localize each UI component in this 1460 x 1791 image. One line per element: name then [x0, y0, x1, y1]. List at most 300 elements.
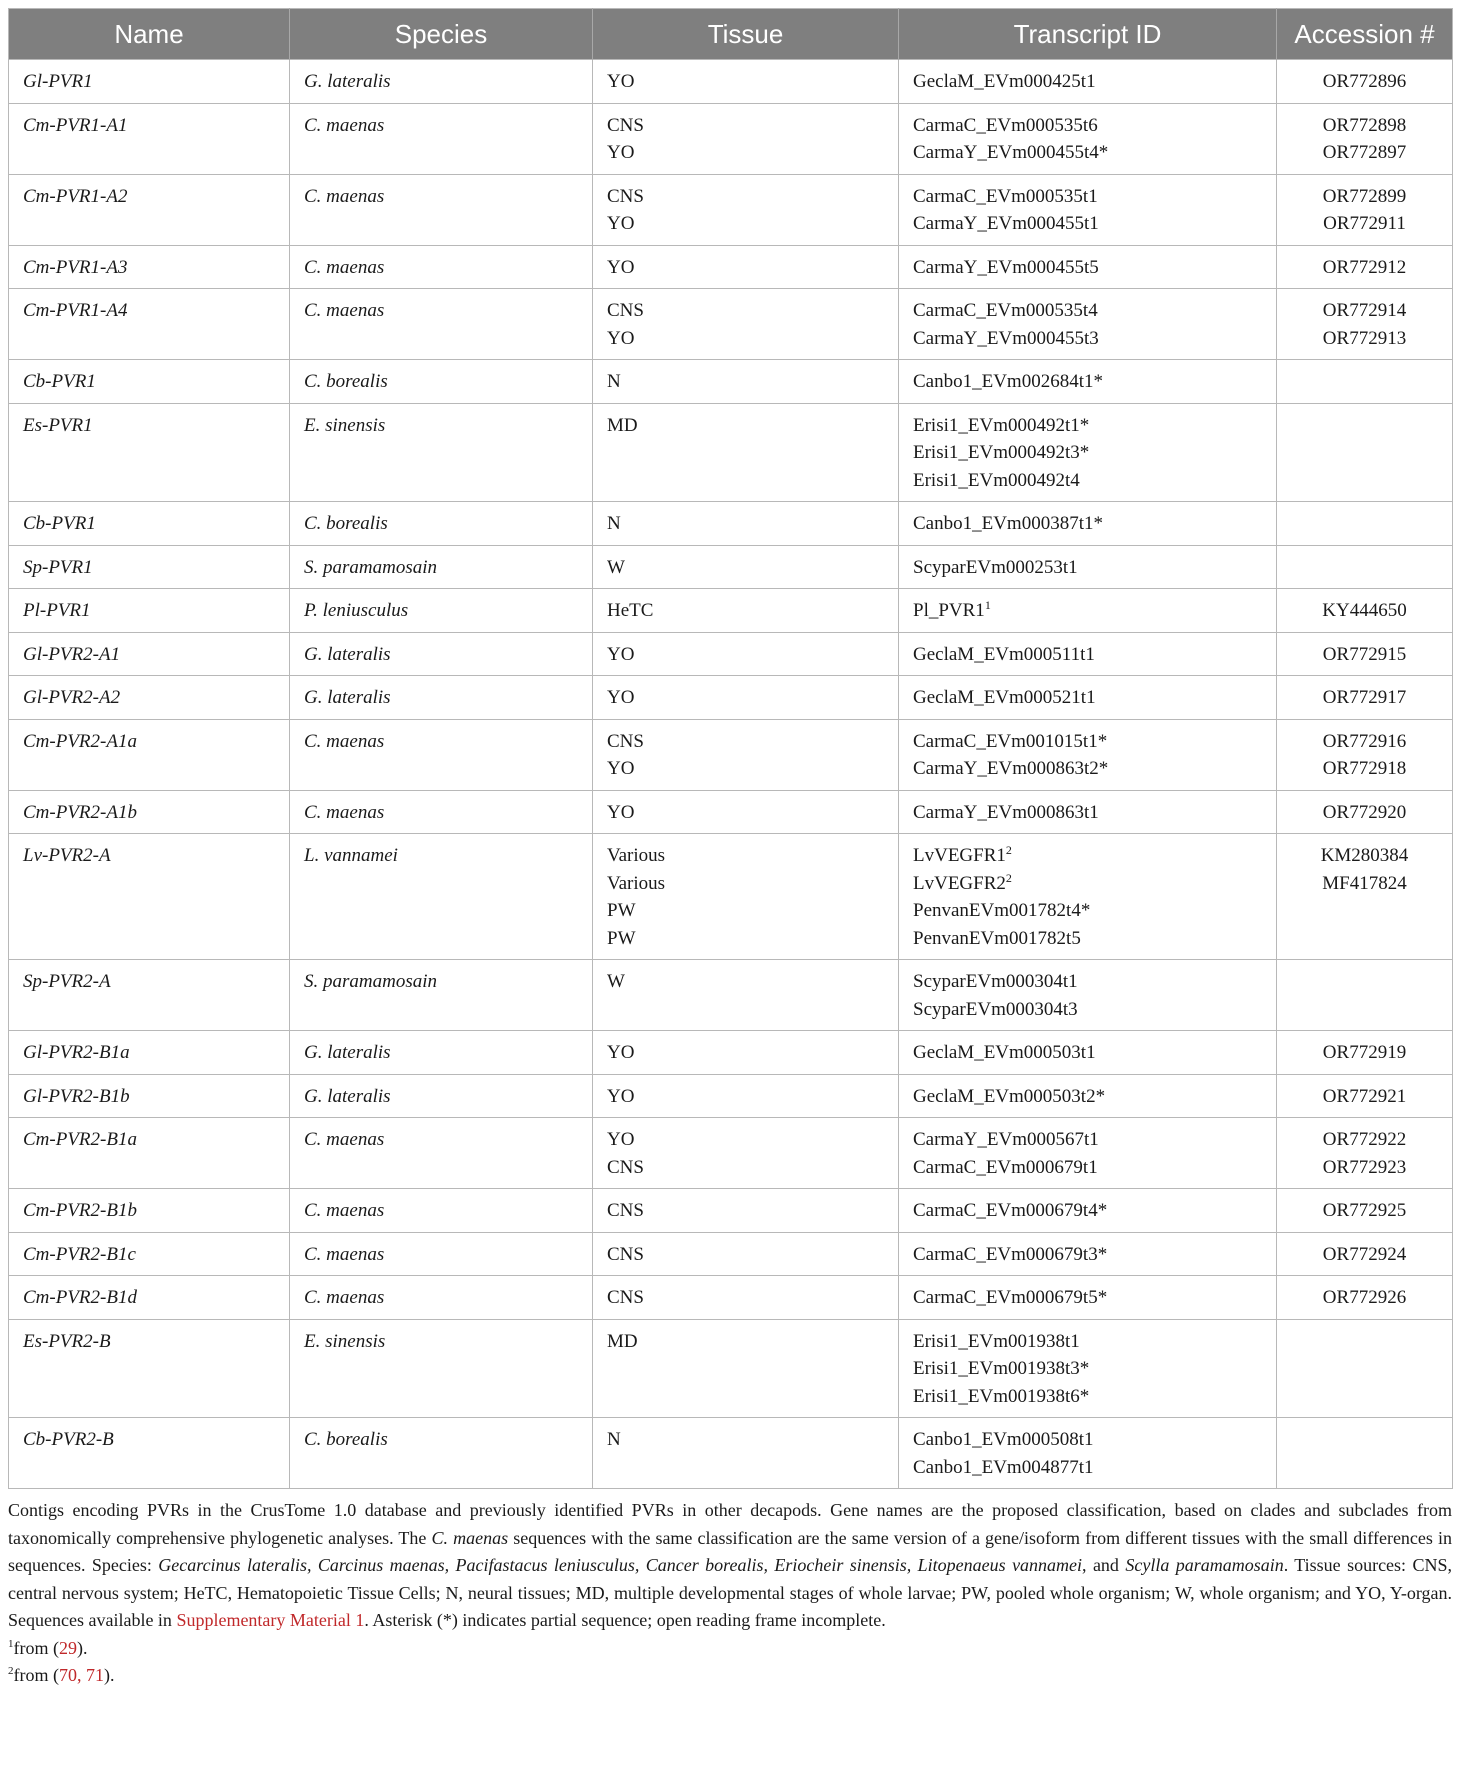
table-row	[9, 60, 1453, 104]
cell-tissue	[593, 174, 899, 245]
table-row	[9, 245, 1453, 289]
cell-species	[290, 1319, 593, 1418]
transcript-id-text: Erisi1_EVm000492t3*	[913, 442, 1090, 463]
species-name: C. maenas	[304, 1243, 385, 1265]
cell-accession	[1277, 360, 1453, 404]
gene-name: Es-PVR2-B	[23, 1330, 111, 1352]
cell-tissue	[593, 834, 899, 960]
cell-accession	[1277, 1319, 1453, 1418]
transcript-id-text: Erisi1_EVm000492t1*	[913, 414, 1090, 436]
transcript-id-text: ScyparEVm000253t1	[913, 556, 1078, 578]
species-name: G. lateralis	[304, 1085, 391, 1107]
cell-accession	[1277, 1118, 1453, 1189]
transcript-id-text: GeclaM_EVm000503t2*	[913, 1085, 1106, 1107]
table-row	[9, 545, 1453, 589]
cell-tissue	[593, 632, 899, 676]
table-row	[9, 360, 1453, 404]
accession-number: OR772917	[1322, 687, 1407, 708]
accession-number: OR772925	[1322, 1200, 1407, 1221]
transcript-id-text: CarmaC_EVm000535t6	[913, 114, 1098, 136]
species-name: C. borealis	[304, 1429, 388, 1450]
cell-transcript-id	[899, 502, 1277, 546]
cell-name	[9, 589, 290, 633]
gene-name: Gl-PVR2-B1b	[23, 1085, 130, 1107]
cell-tissue	[593, 1232, 899, 1276]
table-header	[9, 9, 1453, 60]
cell-accession	[1277, 1232, 1453, 1276]
species-name: C. maenas	[304, 256, 385, 278]
header-tissue: Tissue	[593, 9, 899, 60]
tissue-value: PW	[607, 900, 636, 921]
tissue-value: CNS	[607, 1287, 644, 1308]
cell-accession	[1277, 545, 1453, 589]
transcript-id-text: Pl_PVR1	[913, 600, 985, 621]
transcript-id-text: CarmaC_EVm000679t1	[913, 1156, 1098, 1178]
cell-transcript-id	[899, 790, 1277, 834]
cell-species	[290, 589, 593, 633]
cell-tissue	[593, 1418, 899, 1489]
transcript-id-text: CarmaC_EVm000679t3*	[913, 1243, 1108, 1265]
cell-tissue	[593, 960, 899, 1031]
table-row	[9, 1031, 1453, 1075]
transcript-id	[913, 1383, 1262, 1411]
tissue-value: YO	[607, 142, 635, 163]
accession-number: OR772919	[1322, 1042, 1407, 1063]
cell-tissue	[593, 545, 899, 589]
footnote	[8, 1662, 1452, 1690]
cell-species	[290, 1232, 593, 1276]
cell-transcript-id	[899, 174, 1277, 245]
transcript-id	[913, 728, 1262, 756]
cell-tissue	[593, 360, 899, 404]
gene-name: Cm-PVR2-A1b	[23, 801, 137, 823]
table-row	[9, 502, 1453, 546]
transcript-id	[913, 139, 1262, 167]
transcript-id-text: PenvanEVm001782t4*	[913, 900, 1091, 921]
cell-name	[9, 960, 290, 1031]
gene-name: Sp-PVR2-A	[23, 971, 111, 992]
transcript-id	[913, 1426, 1262, 1454]
transcript-id-text: PenvanEVm001782t5	[913, 927, 1081, 949]
caption-species-list: Gecarcinus lateralis, Carcinus maenas, Pacifastacus leniusculus, Cancer borealis, Eriocheir sinensis, Litopenaeus vannamei	[158, 1555, 1083, 1575]
accession-number: OR772923	[1322, 1156, 1407, 1178]
cell-tissue	[593, 245, 899, 289]
transcript-id	[913, 1454, 1262, 1482]
header-accession: Accession #	[1277, 9, 1453, 60]
species-name: E. sinensis	[304, 414, 386, 436]
footnote-prefix: from (	[13, 1665, 59, 1685]
cell-species	[290, 1418, 593, 1489]
cell-name	[9, 676, 290, 720]
table-row	[9, 1118, 1453, 1189]
species-name: G. lateralis	[304, 643, 391, 665]
cell-name	[9, 834, 290, 960]
transcript-id-text: GeclaM_EVm000425t1	[913, 71, 1096, 92]
transcript-id-text: Erisi1_EVm001938t1	[913, 1330, 1080, 1352]
cell-species	[290, 719, 593, 790]
transcript-id-text: CarmaY_EVm000863t2*	[913, 758, 1109, 779]
caption-text-4: . Tissue sources: CNS, central nervous system; HeTC, Hematopoietic Tissue Cells; N, neural tissues; MD, multiple developmental stages of whole larvae; PW, pooled whole organism; W, whole organism; and YO, Y-organ. Sequences available in	[8, 1555, 1452, 1630]
tissue-value: YO	[607, 71, 635, 92]
accession-number: KY444650	[1322, 600, 1407, 621]
cell-name	[9, 1031, 290, 1075]
gene-name: Gl-PVR1	[23, 71, 93, 92]
table-body	[9, 60, 1453, 1489]
transcript-id	[913, 368, 1262, 396]
species-name: C. maenas	[304, 300, 385, 321]
cell-transcript-id	[899, 1418, 1277, 1489]
transcript-id-text: CarmaY_EVm000455t1	[913, 213, 1099, 234]
table-row	[9, 103, 1453, 174]
transcript-id	[913, 467, 1262, 495]
transcript-id	[913, 870, 1262, 898]
species-name: C. maenas	[304, 1129, 385, 1150]
cell-species	[290, 676, 593, 720]
species-name: S. paramamosain	[304, 556, 438, 578]
species-name: G. lateralis	[304, 1042, 391, 1063]
accession-number: OR772920	[1322, 801, 1407, 823]
tissue-value: Various	[607, 845, 666, 866]
cell-name	[9, 1189, 290, 1233]
cell-transcript-id	[899, 545, 1277, 589]
gene-name: Gl-PVR2-A2	[23, 687, 121, 708]
tissue-value: YO	[607, 327, 635, 349]
cell-tissue	[593, 1031, 899, 1075]
gene-name: Cb-PVR1	[23, 513, 96, 534]
cell-name	[9, 403, 290, 502]
tissue-value: YO	[607, 1085, 635, 1107]
table-row	[9, 834, 1453, 960]
cell-species	[290, 1118, 593, 1189]
cell-name	[9, 60, 290, 104]
species-name: C. maenas	[304, 185, 385, 207]
species-name: C. maenas	[304, 801, 385, 823]
gene-name: Cm-PVR2-B1a	[23, 1129, 137, 1150]
tissue-value: YO	[607, 687, 635, 708]
cell-transcript-id	[899, 1074, 1277, 1118]
table-row	[9, 960, 1453, 1031]
footnote-number: 2	[8, 1665, 14, 1677]
transcript-id-text: LvVEGFR2	[913, 872, 1006, 894]
tissue-value: YO	[607, 1129, 635, 1150]
gene-name: Cm-PVR2-B1c	[23, 1243, 136, 1265]
species-name: P. leniusculus	[304, 600, 409, 621]
tissue-value: N	[607, 1429, 621, 1450]
cell-transcript-id	[899, 289, 1277, 360]
tissue-value: MD	[607, 414, 638, 436]
footnote-mark: 2	[1005, 843, 1012, 857]
table-row	[9, 589, 1453, 633]
transcript-id	[913, 297, 1262, 325]
gene-name: Cm-PVR2-A1a	[23, 730, 137, 752]
table-row	[9, 790, 1453, 834]
transcript-id	[913, 755, 1262, 783]
gene-name: Cm-PVR1-A2	[23, 185, 128, 207]
tissue-value: N	[607, 371, 621, 392]
gene-name: Es-PVR1	[23, 414, 93, 436]
footnote-suffix: ).	[76, 1637, 88, 1658]
cell-name	[9, 1232, 290, 1276]
cell-accession	[1277, 60, 1453, 104]
accession-number: OR772924	[1322, 1243, 1407, 1265]
cell-accession	[1277, 790, 1453, 834]
gene-name: Cm-PVR1-A1	[23, 114, 128, 136]
cell-accession	[1277, 174, 1453, 245]
transcript-id	[913, 996, 1262, 1024]
cell-species	[290, 960, 593, 1031]
transcript-id-text: Erisi1_EVm001938t3*	[913, 1358, 1090, 1379]
cell-tissue	[593, 60, 899, 104]
cell-tissue	[593, 502, 899, 546]
transcript-id-text: Canbo1_EVm000387t1*	[913, 513, 1103, 534]
table-row	[9, 719, 1453, 790]
accession-number: OR772898	[1322, 114, 1407, 136]
cell-species	[290, 174, 593, 245]
cell-name	[9, 790, 290, 834]
table-row	[9, 174, 1453, 245]
species-name: E. sinensis	[304, 1330, 386, 1352]
table-row	[9, 1418, 1453, 1489]
tissue-value: CNS	[607, 114, 644, 136]
transcript-id	[913, 183, 1262, 211]
table-row	[9, 403, 1453, 502]
transcript-id-text: GeclaM_EVm000511t1	[913, 643, 1095, 665]
transcript-id	[913, 968, 1262, 996]
gene-name: Cm-PVR1-A3	[23, 256, 128, 278]
tissue-value: CNS	[607, 730, 644, 752]
transcript-id-text: CarmaY_EVm000863t1	[913, 801, 1099, 823]
cell-species	[290, 60, 593, 104]
caption-species-last: Scylla paramamosain	[1125, 1555, 1284, 1575]
transcript-id	[913, 1083, 1262, 1111]
footnotes	[8, 1635, 1452, 1690]
species-name: C. borealis	[304, 513, 388, 534]
cell-transcript-id	[899, 834, 1277, 960]
cell-transcript-id	[899, 960, 1277, 1031]
transcript-id	[913, 68, 1262, 96]
tissue-value: YO	[607, 213, 635, 234]
tissue-value: CNS	[607, 1200, 644, 1221]
table-row	[9, 1232, 1453, 1276]
transcript-id	[913, 1197, 1262, 1225]
cell-transcript-id	[899, 589, 1277, 633]
gene-name: Pl-PVR1	[23, 600, 91, 621]
cell-accession	[1277, 960, 1453, 1031]
table-row	[9, 289, 1453, 360]
accession-number: OR772912	[1322, 256, 1407, 278]
cell-accession	[1277, 289, 1453, 360]
species-name: S. paramamosain	[304, 971, 438, 992]
tissue-value: Various	[607, 872, 666, 894]
cell-transcript-id	[899, 632, 1277, 676]
species-name: G. lateralis	[304, 71, 391, 92]
transcript-id-text: CarmaC_EVm001015t1*	[913, 730, 1108, 752]
cell-tissue	[593, 719, 899, 790]
table-row	[9, 676, 1453, 720]
cell-name	[9, 719, 290, 790]
cell-transcript-id	[899, 1232, 1277, 1276]
cell-transcript-id	[899, 1118, 1277, 1189]
tissue-value: N	[607, 513, 621, 534]
tissue-value: CNS	[607, 300, 644, 321]
cell-tissue	[593, 790, 899, 834]
species-name: C. maenas	[304, 1200, 385, 1221]
tissue-value: CNS	[607, 1243, 644, 1265]
cell-tissue	[593, 289, 899, 360]
cell-species	[290, 103, 593, 174]
accession-number: OR772911	[1323, 213, 1406, 234]
cell-accession	[1277, 1418, 1453, 1489]
accession-number: OR772916	[1322, 730, 1407, 752]
transcript-id-text: CarmaY_EVm000455t3	[913, 327, 1099, 349]
transcript-id	[913, 897, 1262, 925]
accession-number: MF417824	[1322, 872, 1407, 894]
cell-accession	[1277, 1074, 1453, 1118]
cell-name	[9, 1074, 290, 1118]
species-name: G. lateralis	[304, 687, 391, 708]
accession-number: OR772897	[1322, 142, 1407, 163]
footnote-number: 1	[8, 1637, 14, 1650]
cell-species	[290, 502, 593, 546]
species-name: C. borealis	[304, 371, 388, 392]
cell-accession	[1277, 834, 1453, 960]
tissue-value: MD	[607, 1330, 638, 1352]
cell-name	[9, 545, 290, 589]
gene-name: Gl-PVR2-B1a	[23, 1042, 130, 1063]
table-row	[9, 632, 1453, 676]
cell-name	[9, 632, 290, 676]
supplementary-link[interactable]: Supplementary Material 1	[176, 1610, 365, 1630]
cell-species	[290, 1074, 593, 1118]
cell-tissue	[593, 589, 899, 633]
caption-text-5: . Asterisk (*) indicates partial sequence; open reading frame incomplete.	[364, 1610, 886, 1630]
cell-name	[9, 1319, 290, 1418]
accession-number: OR772915	[1322, 643, 1407, 665]
document	[8, 8, 1452, 1690]
transcript-id	[913, 597, 1262, 625]
cell-transcript-id	[899, 360, 1277, 404]
table-row	[9, 1276, 1453, 1320]
gene-name: Cb-PVR2-B	[23, 1429, 114, 1450]
cell-name	[9, 174, 290, 245]
cell-tissue	[593, 103, 899, 174]
footnote-mark: 2	[1005, 870, 1012, 885]
cell-transcript-id	[899, 103, 1277, 174]
cell-tissue	[593, 676, 899, 720]
transcript-id-text: GeclaM_EVm000503t1	[913, 1042, 1096, 1063]
accession-number: OR772918	[1322, 758, 1407, 779]
cell-species	[290, 790, 593, 834]
accession-number: OR772914	[1322, 300, 1407, 321]
transcript-id-text: ScyparEVm000304t1	[913, 971, 1078, 992]
transcript-id-text: Erisi1_EVm001938t6*	[913, 1385, 1090, 1407]
accession-number: OR772921	[1322, 1085, 1407, 1107]
caption-text-2: sequences with the same classification are the same version of a gene/isoform from different tissues with the small differences in sequences. Species:	[8, 1527, 1453, 1575]
cell-accession	[1277, 403, 1453, 502]
cell-tissue	[593, 1189, 899, 1233]
cell-transcript-id	[899, 403, 1277, 502]
cell-transcript-id	[899, 1319, 1277, 1418]
reference-link[interactable]: 70, 71	[58, 1665, 104, 1685]
cell-species	[290, 1276, 593, 1320]
header-name: Name	[9, 9, 290, 60]
tissue-value: YO	[607, 1042, 635, 1063]
caption-text-3: , and	[1082, 1555, 1126, 1575]
transcript-id	[913, 554, 1262, 582]
caption-species-italic: C. maenas	[431, 1527, 509, 1548]
tissue-value: CNS	[607, 185, 644, 207]
caption-text-1: Contigs encoding PVRs in the CrusTome 1.0 database and previously identified PVRs in other decapods. Gene names are the proposed classification, based on clades and subclades from taxonomically comprehensive phylogenetic analyses. The	[8, 1500, 1452, 1548]
cell-accession	[1277, 1031, 1453, 1075]
cell-name	[9, 1118, 290, 1189]
transcript-id-text: CarmaC_EVm000679t5*	[913, 1287, 1108, 1308]
cell-tissue	[593, 1276, 899, 1320]
transcript-id-text: CarmaC_EVm000535t1	[913, 185, 1098, 207]
cell-accession	[1277, 1276, 1453, 1320]
transcript-id	[913, 1241, 1262, 1269]
accession-number: OR772922	[1322, 1129, 1407, 1150]
table-row	[9, 1319, 1453, 1418]
cell-accession	[1277, 632, 1453, 676]
accession-number: OR772913	[1322, 327, 1407, 349]
gene-name: Lv-PVR2-A	[23, 845, 111, 866]
cell-species	[290, 289, 593, 360]
tissue-value: W	[607, 971, 625, 992]
transcript-id-text: ScyparEVm000304t3	[913, 998, 1078, 1020]
cell-transcript-id	[899, 60, 1277, 104]
transcript-id-text: GeclaM_EVm000521t1	[913, 687, 1096, 708]
reference-link[interactable]: 29	[58, 1637, 77, 1658]
table-row	[9, 1074, 1453, 1118]
transcript-id-text: Canbo1_EVm000508t1	[913, 1429, 1094, 1450]
cell-species	[290, 632, 593, 676]
header-species: Species	[290, 9, 593, 60]
cell-name	[9, 103, 290, 174]
footnote	[8, 1635, 1452, 1663]
transcript-id	[913, 684, 1262, 712]
gene-name: Cm-PVR1-A4	[23, 300, 128, 321]
cell-species	[290, 1031, 593, 1075]
accession-number: OR772926	[1322, 1287, 1407, 1308]
transcript-id-text: CarmaY_EVm000455t4*	[913, 142, 1109, 163]
tissue-value: YO	[607, 256, 635, 278]
species-name: C. maenas	[304, 114, 385, 136]
gene-name: Gl-PVR2-A1	[23, 643, 121, 665]
cell-accession	[1277, 719, 1453, 790]
gene-name: Sp-PVR1	[23, 556, 93, 578]
transcript-id-text: Canbo1_EVm004877t1	[913, 1456, 1094, 1478]
cell-tissue	[593, 403, 899, 502]
cell-species	[290, 245, 593, 289]
cell-accession	[1277, 502, 1453, 546]
cell-name	[9, 289, 290, 360]
cell-name	[9, 502, 290, 546]
gene-name: Cm-PVR2-B1b	[23, 1200, 137, 1221]
transcript-id	[913, 799, 1262, 827]
footnote-mark: 1	[984, 598, 991, 612]
transcript-id	[913, 254, 1262, 282]
cell-name	[9, 360, 290, 404]
transcript-id	[913, 439, 1262, 467]
cell-tissue	[593, 1074, 899, 1118]
tissue-value: YO	[607, 801, 635, 823]
cell-species	[290, 545, 593, 589]
tissue-value: YO	[607, 758, 635, 779]
footnote-prefix: from (	[13, 1637, 59, 1658]
transcript-id	[913, 641, 1262, 669]
tissue-value: PW	[607, 927, 636, 949]
tissue-value: W	[607, 556, 625, 578]
